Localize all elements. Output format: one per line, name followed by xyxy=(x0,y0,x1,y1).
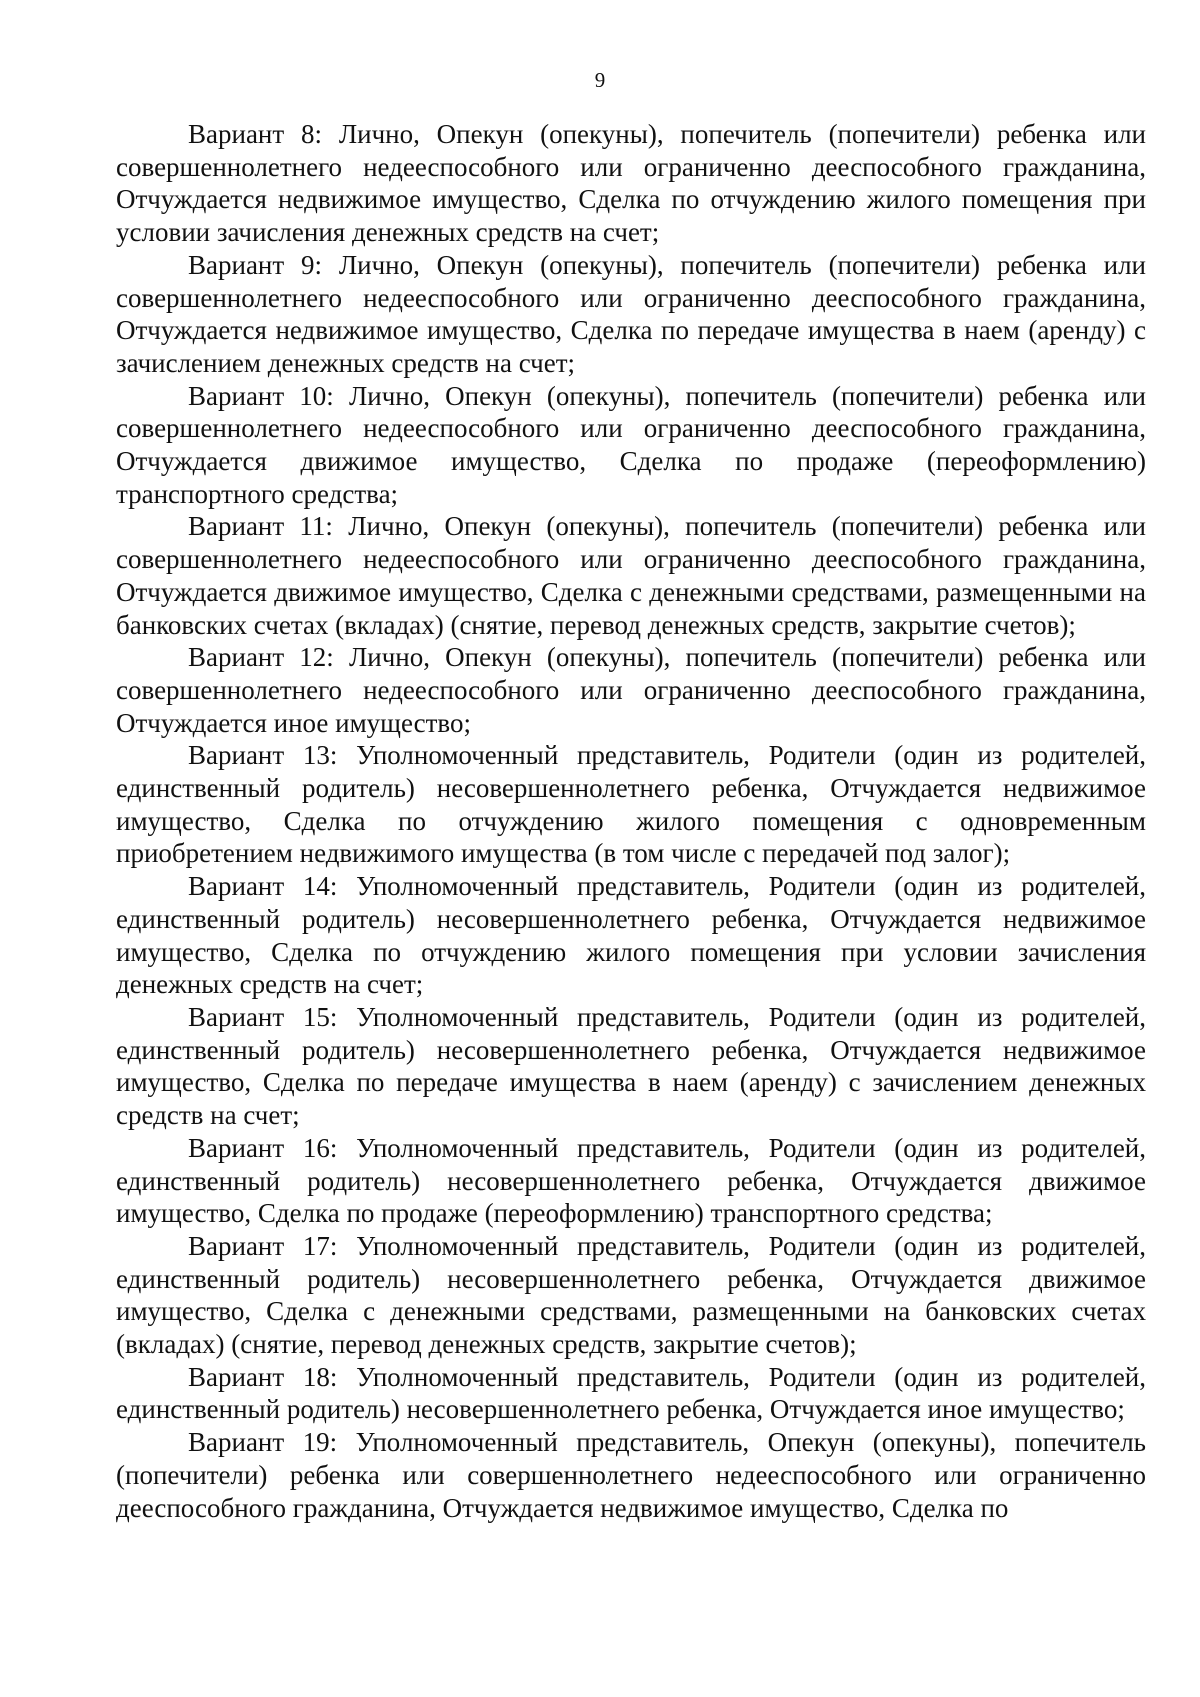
paragraph-variant-9: Вариант 9: Лично, Опекун (опекуны), попечитель (попечители) ребенка или совершеннолетнего недееспособного или ограниченно дееспособного гражданина, Отчуждается недвижимое имущество, Сделка по передаче имущества в наем (аренду) с зачислением денежных средств на счет; xyxy=(116,249,1146,378)
paragraph-variant-16: Вариант 16: Уполномоченный представитель, Родители (один из родителей, единственный родитель) несовершеннолетнего ребенка, Отчуждается движимое имущество, Сделка по продаже (переоформлению) транспортного средства; xyxy=(116,1132,1146,1229)
paragraph-variant-17: Вариант 17: Уполномоченный представитель, Родители (один из родителей, единственный родитель) несовершеннолетнего ребенка, Отчуждается движимое имущество, Сделка с денежными средствами, размещенными на банковских счетах (вкладах) (снятие, перевод денежных средств, закрытие счетов); xyxy=(116,1230,1146,1360)
paragraph-variant-11: Вариант 11: Лично, Опекун (опекуны), попечитель (попечители) ребенка или совершеннолетнего недееспособного или ограниченно дееспособного гражданина, Отчуждается движимое имущество, Сделка с денежными средствами, размещенными на банковских счетах (вкладах) (снятие, перевод денежных средств, закрытие счетов); xyxy=(116,511,1146,640)
paragraph-variant-10: Вариант 10: Лично, Опекун (опекуны), попечитель (попечители) ребенка или совершеннолетнего недееспособного или ограниченно дееспособного гражданина, Отчуждается движимое имущество, Сделка по продаже (переоформлению) транспортного средства; xyxy=(116,380,1146,509)
page-number: 9 xyxy=(594,68,606,92)
paragraph-variant-12: Вариант 12: Лично, Опекун (опекуны), попечитель (попечители) ребенка или совершеннолетнего недееспособного или ограниченно дееспособного гражданина, Отчуждается иное имущество; xyxy=(116,642,1146,738)
document-body xyxy=(116,118,1146,1524)
paragraph-variant-15: Вариант 15: Уполномоченный представитель, Родители (один из родителей, единственный родитель) несовершеннолетнего ребенка, Отчуждается недвижимое имущество, Сделка по передаче имущества в наем (аренду) с зачислением денежных средств на счет; xyxy=(116,1001,1146,1131)
paragraph-variant-14: Вариант 14: Уполномоченный представитель, Родители (один из родителей, единственный родитель) несовершеннолетнего ребенка, Отчуждается недвижимое имущество, Сделка по отчуждению жилого помещения при условии зачисления денежных средств на счет; xyxy=(116,871,1146,1000)
paragraph-variant-13: Вариант 13: Уполномоченный представитель, Родители (один из родителей, единственный родитель) несовершеннолетнего ребенка, Отчуждается недвижимое имущество, Сделка по отчуждению жилого помещения с одновременным приобретением недвижимого имущества (в том числе с передачей под залог); xyxy=(116,740,1146,869)
paragraph-variant-8: Вариант 8: Лично, Опекун (опекуны), попечитель (попечители) ребенка или совершеннолетнего недееспособного или ограниченно дееспособного гражданина, Отчуждается недвижимое имущество, Сделка по отчуждению жилого помещения при условии зачисления денежных средств на счет; xyxy=(116,119,1146,248)
paragraph-variant-18: Вариант 18: Уполномоченный представитель, Родители (один из родителей, единственный родитель) несовершеннолетнего ребенка, Отчуждается иное имущество; xyxy=(116,1361,1146,1425)
paragraph-variant-19: Вариант 19: Уполномоченный представитель, Опекун (опекуны), попечитель (попечители) ребенка или совершеннолетнего недееспособного или ограниченно дееспособного гражданина, Отчуждается недвижимое имущество, Сделка по xyxy=(116,1427,1146,1523)
